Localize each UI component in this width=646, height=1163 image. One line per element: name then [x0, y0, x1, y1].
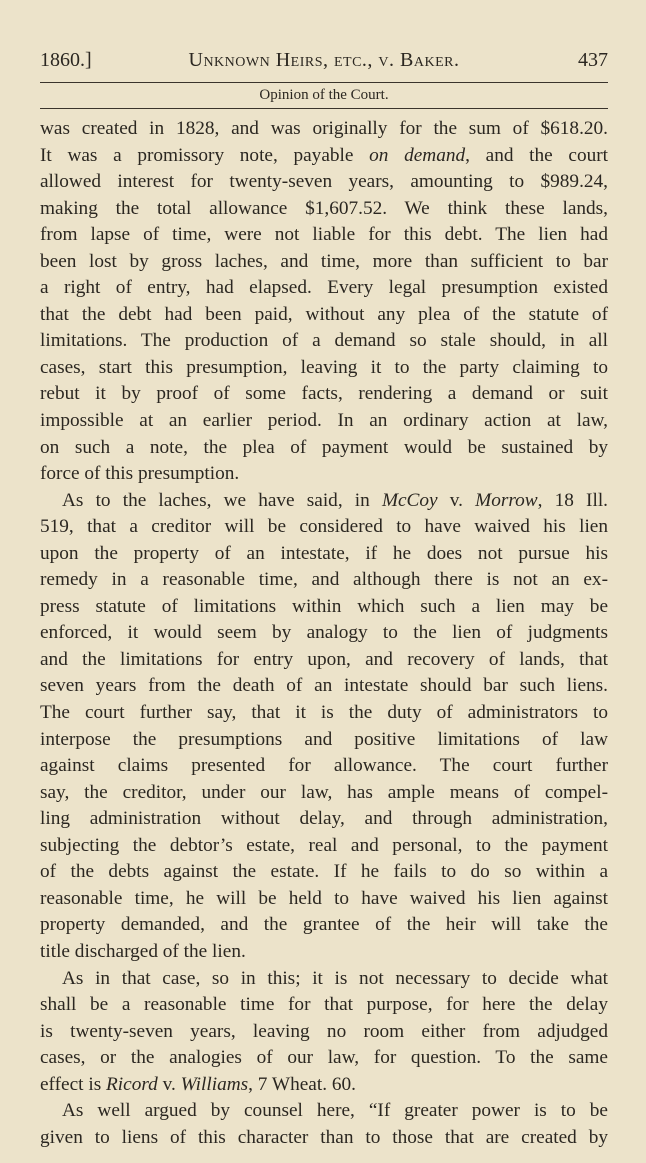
italic-citation: Morrow	[475, 489, 538, 511]
text-line-content	[40, 328, 608, 355]
text-segment: subjecting the debtor’s estate, real and personal, to the payment	[40, 834, 608, 856]
text-line-content	[40, 1125, 608, 1152]
text-line	[40, 116, 608, 143]
text-segment: impossible at an earlier period. In an ordinary action at law,	[40, 410, 608, 432]
text-segment: been lost by gross laches, and time, more than sufficient to bar	[40, 250, 608, 272]
text-line-content	[40, 594, 608, 621]
text-line	[40, 886, 608, 913]
text-line-content	[40, 673, 608, 700]
text-line-content	[40, 727, 608, 754]
text-segment: force of this presumption.	[40, 463, 240, 485]
running-head	[40, 49, 608, 77]
text-segment: v.	[437, 489, 476, 511]
text-line-content	[40, 222, 608, 249]
text-line-content	[62, 966, 608, 993]
text-line-content	[40, 859, 608, 886]
text-line-content	[40, 806, 608, 833]
text-line	[40, 753, 608, 780]
text-line-content	[40, 435, 608, 462]
italic-citation: Ricord	[106, 1073, 158, 1095]
text-segment: allowed interest for twenty-seven years, amounting to $989.24,	[40, 171, 608, 193]
text-segment: cases, or the analogies of our law, for question. To the same	[40, 1047, 608, 1069]
text-line	[40, 567, 608, 594]
text-line	[40, 196, 608, 223]
text-line-content	[40, 514, 608, 541]
text-line	[40, 1125, 608, 1152]
text-segment: seven years from the death of an intestate should bar such liens.	[40, 675, 608, 697]
text-line	[40, 302, 608, 329]
text-segment: ling administration without delay, and through administration,	[40, 808, 608, 830]
text-segment: say, the creditor, under our law, has ample means of compel-	[40, 781, 608, 803]
text-line-content	[40, 116, 608, 143]
text-segment: from lapse of time, were not liable for this debt. The lien had	[40, 224, 608, 246]
text-line	[40, 727, 608, 754]
text-segment: effect is	[40, 1073, 107, 1095]
text-line	[40, 912, 608, 939]
text-line-content	[40, 647, 608, 674]
text-line-content	[40, 249, 608, 276]
text-line-content	[40, 1019, 608, 1046]
text-line	[40, 408, 608, 435]
text-line	[40, 514, 608, 541]
text-line-content	[40, 302, 608, 329]
text-line-content	[40, 620, 608, 647]
text-line	[40, 275, 608, 302]
text-line-content	[40, 355, 608, 382]
text-line	[40, 833, 608, 860]
italic-citation: McCoy	[381, 489, 438, 511]
text-line	[40, 859, 608, 886]
text-segment: cases, start this presumption, leaving it to the party claiming to	[40, 356, 608, 378]
text-line-content	[40, 461, 608, 488]
text-line-content	[40, 567, 608, 594]
running-head-year: 1860.]	[40, 49, 92, 71]
text-line-content	[40, 408, 608, 435]
text-line	[40, 1098, 608, 1125]
text-segment: given to liens of this character than to those that are created by	[40, 1126, 608, 1148]
text-line-content	[40, 169, 608, 196]
text-segment: a right of entry, had elapsed. Every legal presumption existed	[40, 277, 608, 299]
text-line	[40, 222, 608, 249]
text-line	[40, 673, 608, 700]
text-segment: As to the laches, we have said, in	[62, 489, 382, 511]
text-segment: , 18 Ill.	[537, 489, 608, 511]
text-line-content	[62, 488, 608, 515]
text-line	[40, 966, 608, 993]
text-line	[40, 806, 608, 833]
text-line	[40, 1019, 608, 1046]
page-number: 437	[578, 49, 608, 71]
text-segment: 519, that a creditor will be considered to have waived his lien	[40, 516, 608, 538]
text-line	[40, 1045, 608, 1072]
text-line-content	[40, 912, 608, 939]
text-line	[40, 647, 608, 674]
text-line	[40, 939, 608, 966]
text-line	[40, 992, 608, 1019]
text-line	[40, 541, 608, 568]
text-line	[40, 594, 608, 621]
text-line-content	[62, 1098, 608, 1125]
text-line-content	[40, 1045, 608, 1072]
text-segment: title discharged of the lien.	[40, 940, 246, 962]
section-heading: Opinion of the Court.	[259, 87, 389, 103]
text-segment: shall be a reasonable time for that purpose, for here the delay	[40, 994, 608, 1016]
text-line-content	[40, 833, 608, 860]
text-line-content	[40, 196, 608, 223]
paragraph	[40, 116, 608, 488]
text-line	[40, 169, 608, 196]
text-segment: press statute of limitations within which such a lien may be	[40, 595, 608, 617]
text-segment: was created in 1828, and was originally for the sum of $618.20.	[40, 118, 608, 139]
text-line	[40, 249, 608, 276]
text-line-content	[40, 275, 608, 302]
text-segment: is twenty-seven years, leaving no room either from adjudged	[40, 1020, 608, 1042]
text-segment: of the debts against the estate. If he fails to do so within a	[40, 861, 608, 883]
text-line-content	[40, 992, 608, 1019]
text-segment: rebut it by proof of some facts, rendering a demand or suit	[40, 383, 608, 405]
text-segment: that the debt had been paid, without any plea of the statute of	[40, 303, 608, 325]
text-segment: against claims presented for allowance. The court further	[40, 755, 608, 777]
text-segment: limitations. The production of a demand so stale should, in all	[40, 330, 608, 352]
text-line-content	[40, 700, 608, 727]
text-line-content	[40, 886, 608, 913]
body-text	[40, 116, 608, 1151]
text-segment: property demanded, and the grantee of the heir will take the	[40, 914, 608, 936]
text-segment: As in that case, so in this; it is not necessary to decide what	[62, 967, 608, 989]
text-line	[40, 328, 608, 355]
text-line-content	[40, 1072, 608, 1099]
header-rule-bottom	[40, 108, 608, 109]
text-segment: v.	[157, 1073, 181, 1095]
text-segment: reasonable time, he will be held to have waived his lien against	[40, 887, 608, 909]
text-line	[40, 700, 608, 727]
text-segment: upon the property of an intestate, if he does not pursue his	[40, 542, 608, 564]
text-segment: interpose the presumptions and positive limitations of law	[40, 728, 608, 750]
text-line-content	[40, 143, 608, 170]
text-line	[40, 435, 608, 462]
text-line-content	[40, 780, 608, 807]
text-segment: It was a promissory note, payable	[40, 144, 370, 166]
text-line-content	[40, 939, 608, 966]
text-segment: As well argued by counsel here, “If greater power is to be	[62, 1100, 608, 1122]
text-line	[40, 780, 608, 807]
paragraph	[40, 1098, 608, 1151]
text-line-content	[40, 753, 608, 780]
paragraph	[40, 488, 608, 966]
text-segment: , and the court	[465, 144, 609, 166]
text-line-content	[40, 381, 608, 408]
text-line	[40, 488, 608, 515]
text-segment: on such a note, the plea of payment would be sustained by	[40, 436, 608, 458]
text-line	[40, 381, 608, 408]
text-segment: enforced, it would seem by analogy to the lien of judgments	[40, 622, 608, 644]
text-line	[40, 620, 608, 647]
text-segment: The court further say, that it is the duty of administrators to	[40, 702, 608, 724]
header-rule-top	[40, 82, 608, 83]
text-segment: , 7 Wheat. 60.	[248, 1073, 356, 1095]
italic-citation: on demand	[369, 144, 466, 166]
text-segment: remedy in a reasonable time, and although there is not an ex-	[40, 569, 608, 591]
paragraph	[40, 966, 608, 1099]
italic-citation: Williams	[180, 1073, 249, 1095]
text-line	[40, 461, 608, 488]
running-head-case-title: Unknown Heirs, etc., v. Baker.	[188, 49, 460, 71]
text-line	[40, 143, 608, 170]
text-line	[40, 1072, 608, 1099]
text-line-content	[40, 541, 608, 568]
text-segment: and the limitations for entry upon, and recovery of lands, that	[40, 648, 608, 670]
text-segment: making the total allowance $1,607.52. We think these lands,	[40, 197, 608, 219]
text-line	[40, 355, 608, 382]
